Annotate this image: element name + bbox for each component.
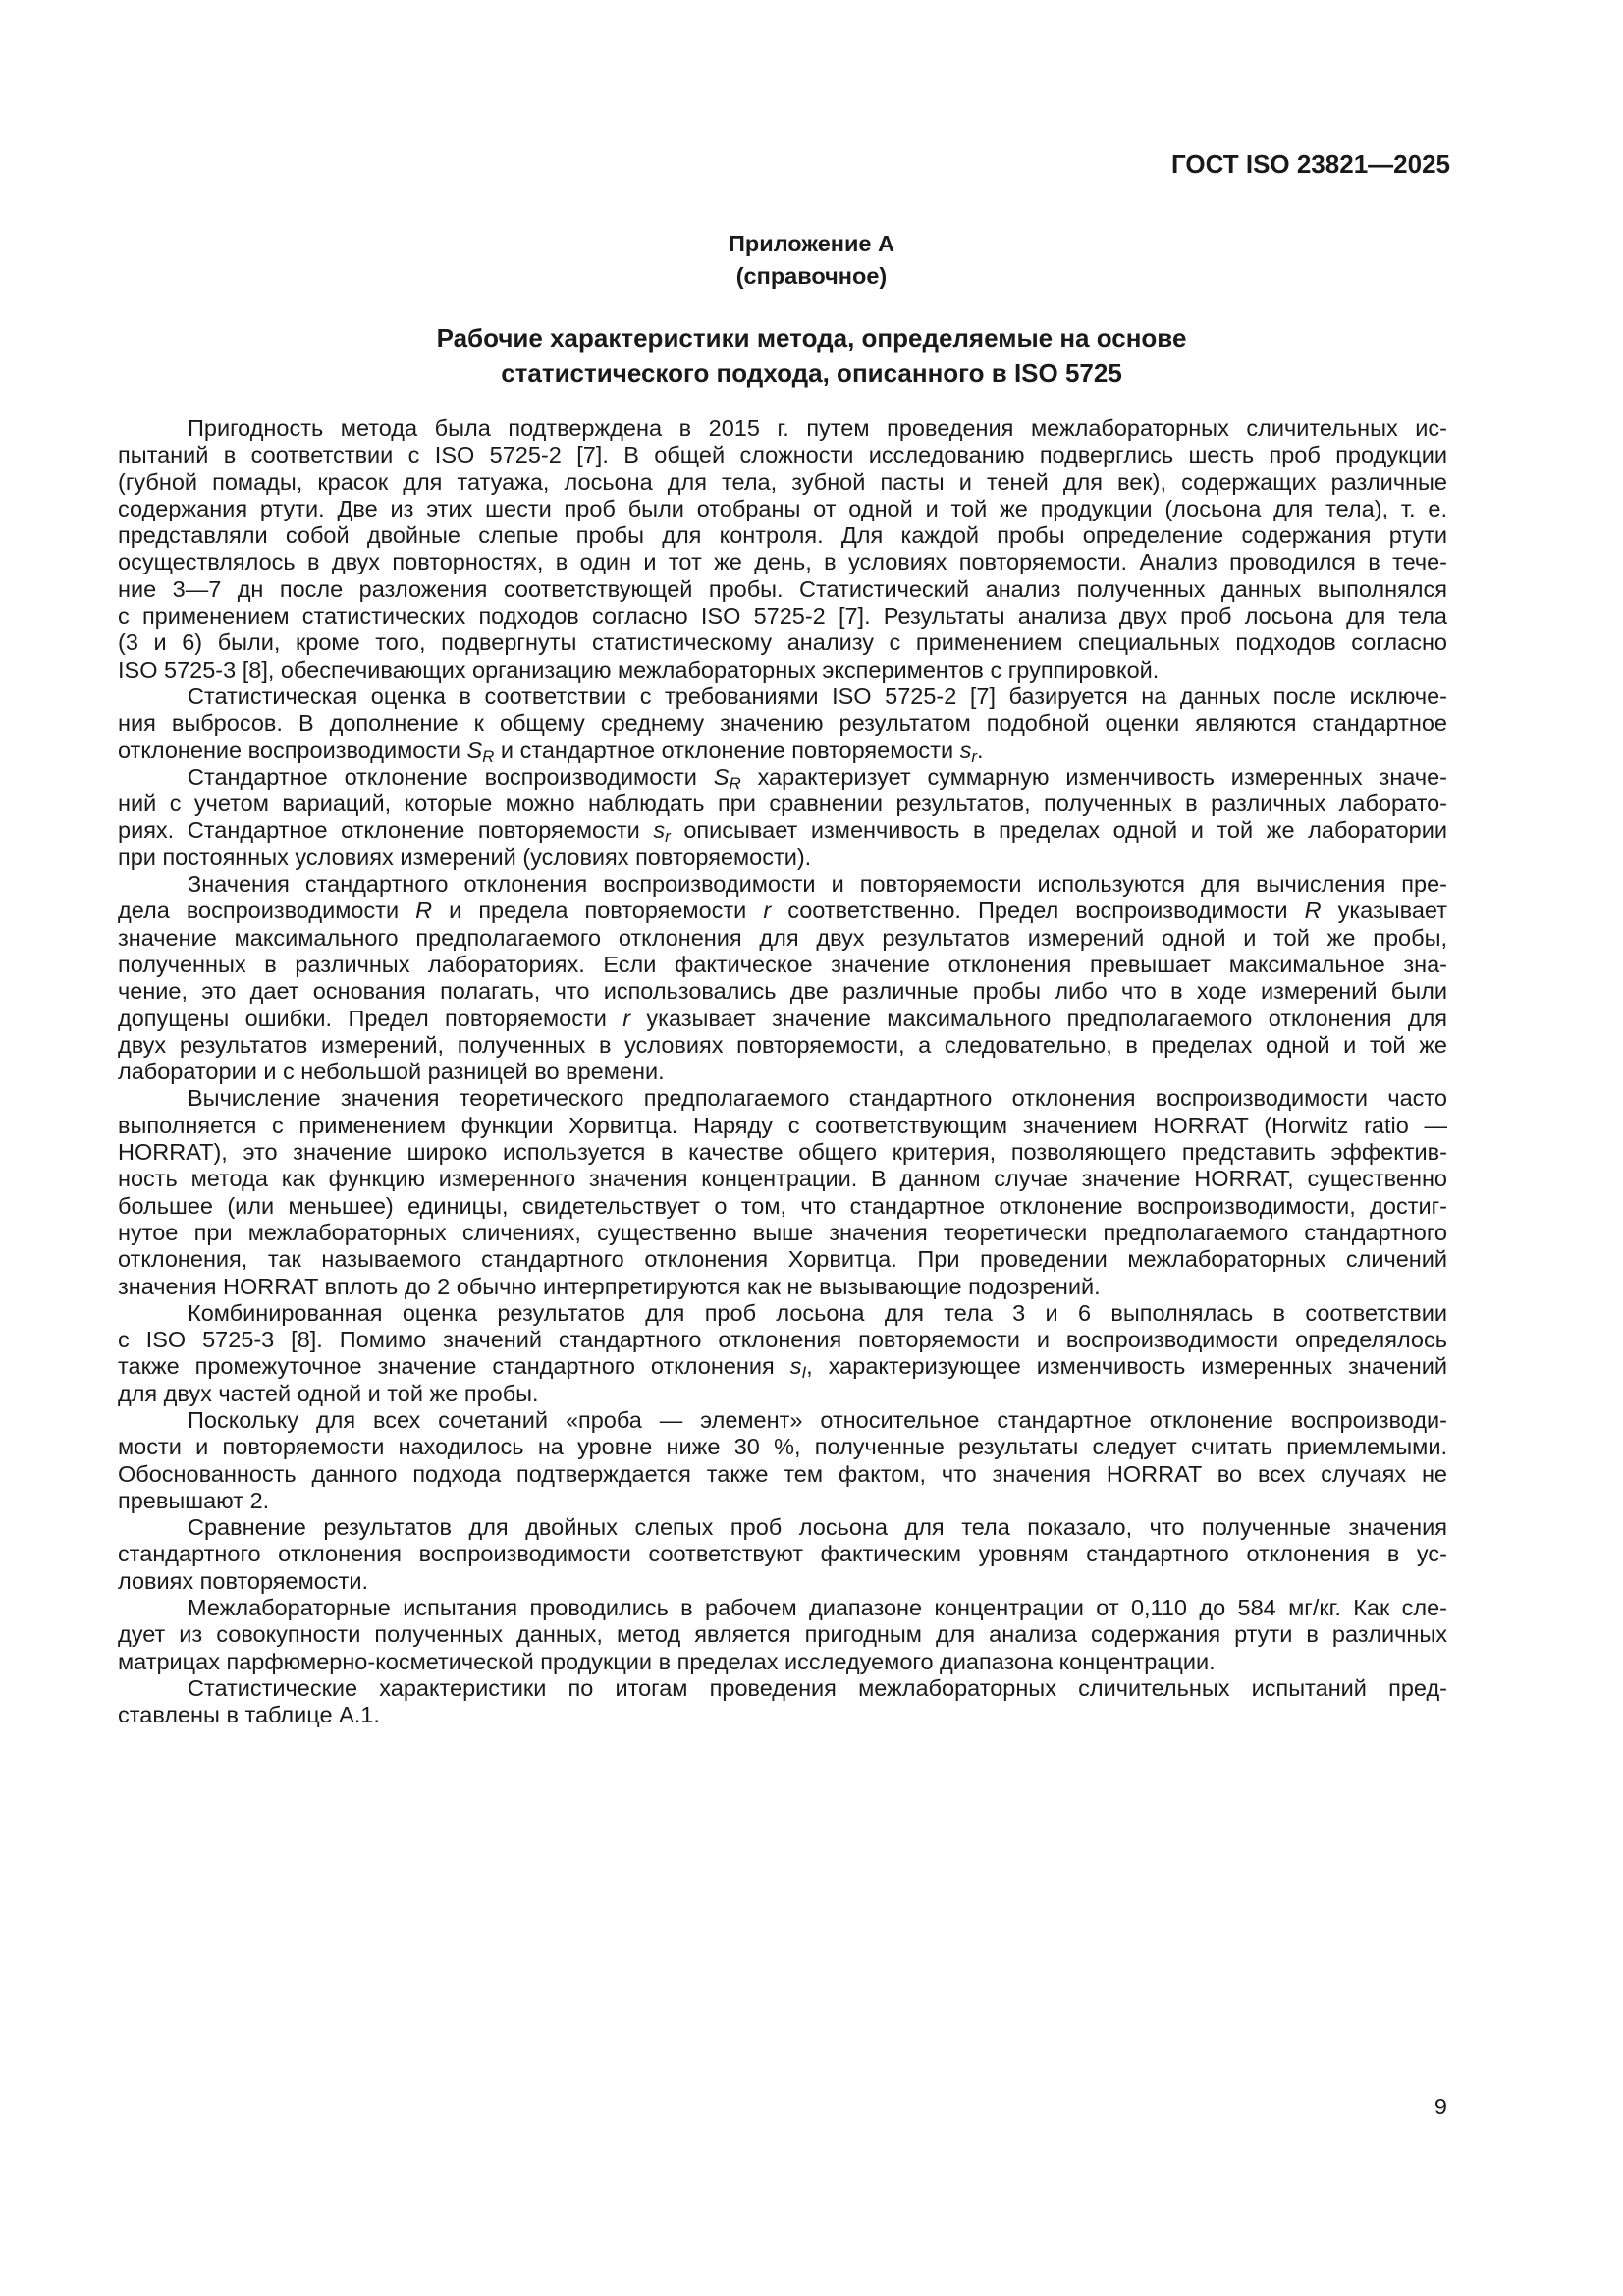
paragraph — [118, 1675, 1447, 1729]
paragraph-line: ний с учетом вариаций, которые можно наблюдать при сравнении результатов, полученных в различных лаборато- — [118, 791, 1447, 817]
paragraph — [118, 871, 1447, 1085]
paragraph-line: Значения стандартного отклонения воспроизводимости и повторяемости используются для вычисления пре- — [188, 871, 1447, 898]
paragraph-line: ловиях повторяемости. — [118, 1567, 368, 1594]
paragraph-line: (губной помады, красок для татуажа, лосьона для тела, зубной пасты и теней для век), содержащих различные — [118, 468, 1447, 495]
annex-status: (справочное) — [735, 263, 888, 289]
paragraph-line: (3 и 6) были, кроме того, подвергнуты статистическому анализу с применением специальных подходов согласно — [118, 629, 1447, 656]
paragraph-line: ISO 5725-3 [8], обеспечивающих организацию межлабораторных экспериментов с группировкой. — [118, 656, 1160, 683]
paragraph-line: также промежуточное значение стандартного отклонения $s_I$, характеризующее изменчивость измеренных значений — [118, 1353, 1448, 1383]
paragraph-line: нутое при межлабораторных сличениях, существенно выше значения теоретически предполагаемого стандартного — [118, 1219, 1447, 1245]
paragraph-line: ния выбросов. В дополнение к общему среднему значению результатом подобной оценки являются стандартное — [118, 710, 1447, 737]
paragraph-line: дует из совокупности полученных данных, метод является пригодным для анализа содержания ртути в различных — [118, 1621, 1447, 1648]
paragraph-line: для двух частей одной и той же пробы. — [118, 1380, 539, 1406]
paragraph-line: Вычисление значения теоретического предполагаемого стандартного отклонения воспроизводимости часто — [188, 1085, 1447, 1112]
paragraph-line: значения HORRAT вплоть до 2 обычно интерпретируются как не вызывающие подозрений. — [118, 1273, 1101, 1299]
paragraph — [118, 1300, 1447, 1407]
paragraph-line: Поскольку для всех сочетаний «проба — элемент» относительное стандартное отклонение воспроизводи- — [188, 1406, 1447, 1433]
paragraph-line: пытаний в соответствии с ISO 5725-2 [7]. В общей сложности исследованию подверглись шесть проб продукции — [118, 442, 1447, 468]
heading-line-1: Рабочие характеристики метода, определяемые на основе — [436, 323, 1187, 353]
paragraph-line: осуществлялось в двух повторностях, в один и тот же день, в условиях повторяемости. Анализ проводился в тече- — [118, 549, 1447, 575]
paragraph-line: превышают 2. — [118, 1487, 270, 1513]
paragraph-line: ность метода как функцию измеренного значения концентрации. В данном случае значение HORRAT, существенно — [118, 1166, 1447, 1192]
paragraph-line: отклонения, так называемого стандартного отклонения Хорвитца. При проведении межлабораторных сличений — [118, 1246, 1447, 1273]
paragraph-line: при постоянных условиях измерений (условиях повторяемости). — [118, 844, 812, 870]
paragraph — [118, 1407, 1447, 1514]
paragraph-line: Сравнение результатов для двойных слепых проб лосьона для тела показало, что полученные значения — [188, 1514, 1447, 1541]
paragraph-line: допущены ошибки. Предел повторяемости r указывает значение максимального предполагаемого отклонения для — [118, 1005, 1448, 1031]
section-heading — [0, 320, 1623, 391]
paragraph-line: ние 3—7 дн после разложения соответствующей пробы. Статистический анализ полученных данных выполнялся — [118, 575, 1447, 602]
paragraph — [118, 683, 1447, 764]
paragraph-line: представляли собой двойные слепые пробы для контроля. Для каждой пробы определение содержания ртути — [118, 522, 1447, 549]
paragraph-line: с ISO 5725-3 [8]. Помимо значений стандартного отклонения повторяемости и воспроизводимости определялось — [118, 1327, 1447, 1353]
paragraph-line: полученных в различных лабораториях. Если фактическое значение отклонения превышает максимальное зна- — [118, 951, 1447, 977]
paragraph-line: двух результатов измерений, полученных в условиях повторяемости, а следовательно, в пределах одной и той же — [118, 1031, 1447, 1058]
paragraph-line: чение, это дает основания полагать, что использовались две различные пробы либо что в ходе измерений были — [118, 978, 1447, 1005]
paragraph-line: Межлабораторные испытания проводились в рабочем диапазоне концентрации от 0,110 до 584 мг/кг. Как сле- — [188, 1595, 1447, 1621]
annex-title — [0, 228, 1623, 293]
paragraph-line: содержания ртути. Две из этих шести проб были отобраны от одной и той же продукции (лосьона для тела), т. е. — [118, 495, 1447, 521]
paragraph-line: отклонение воспроизводимости $S_R$ и стандартное отклонение повторяемости $s_r$. — [118, 737, 984, 766]
paragraph-line: лаборатории и с небольшой разницей во времени. — [118, 1059, 665, 1085]
annex-label: Приложение А — [729, 231, 894, 256]
paragraph-line: с применением статистических подходов согласно ISO 5725-2 [7]. Результаты анализа двух проб лосьона для тела — [118, 603, 1447, 629]
paragraph — [118, 1595, 1447, 1675]
paragraph-line: мости и повторяемости находилось на уровне ниже 30 %, полученные результаты следует считать приемлемыми. — [118, 1434, 1447, 1460]
page-number: 9 — [1434, 2094, 1447, 2119]
paragraph-line: большее (или меньшее) единицы, свидетельствует о том, что стандартное отклонение воспроизводимости, достиг- — [118, 1192, 1447, 1219]
body-text — [118, 415, 1447, 1729]
paragraph-line: Комбинированная оценка результатов для проб лосьона для тела 3 и 6 выполнялась в соответствии — [188, 1299, 1447, 1326]
heading-line-2: статистического подхода, описанного в ISO 5725 — [501, 358, 1122, 388]
paragraph-line: стандартного отклонения воспроизводимости соответствуют фактическим уровням стандартного отклонения в ус- — [118, 1541, 1447, 1567]
paragraph-line: выполняется с применением функции Хорвитца. Наряду с соответствующим значением HORRAT (Horwitz ratio — — [118, 1112, 1447, 1138]
paragraph-line: Статистические характеристики по итогам проведения межлабораторных сличительных испытаний пред- — [188, 1674, 1447, 1701]
paragraph-line: матрицах парфюмерно-косметической продукции в пределах исследуемого диапазона концентрации. — [118, 1648, 1216, 1674]
paragraph-line: ставлены в таблице А.1. — [118, 1702, 380, 1728]
paragraph-line: риях. Стандартное отклонение повторяемости $s_r$ описывает изменчивость в пределах одной и той же лаборатории — [118, 817, 1447, 847]
paragraph-line: Стандартное отклонение воспроизводимости $S_R$ характеризует суммарную изменчивость измеренных значе- — [188, 763, 1447, 793]
paragraph-line: HORRAT), это значение широко используется в качестве общего критерия, позволяющего представить эффектив- — [118, 1139, 1447, 1166]
paragraph — [118, 415, 1447, 683]
standard-code: ГОСТ ISO 23821—2025 — [1170, 149, 1450, 179]
paragraph — [118, 1514, 1447, 1595]
paragraph — [118, 1085, 1447, 1299]
paragraph-line: Обоснованность данного подхода подтверждается также тем фактом, что значения HORRAT во всех случаях не — [118, 1460, 1447, 1487]
paragraph-line: Пригодность метода была подтверждена в 2015 г. путем проведения межлабораторных сличительных ис- — [188, 415, 1447, 441]
paragraph — [118, 764, 1447, 871]
paragraph-line: дела воспроизводимости R и предела повторяемости r соответственно. Предел воспроизводимости R указывает — [118, 898, 1447, 924]
paragraph-line: значение максимального предполагаемого отклонения для двух результатов измерений одной и той же пробы, — [118, 924, 1447, 951]
paragraph-line: Статистическая оценка в соответствии с требованиями ISO 5725-2 [7] базируется на данных после исключе- — [188, 683, 1447, 709]
